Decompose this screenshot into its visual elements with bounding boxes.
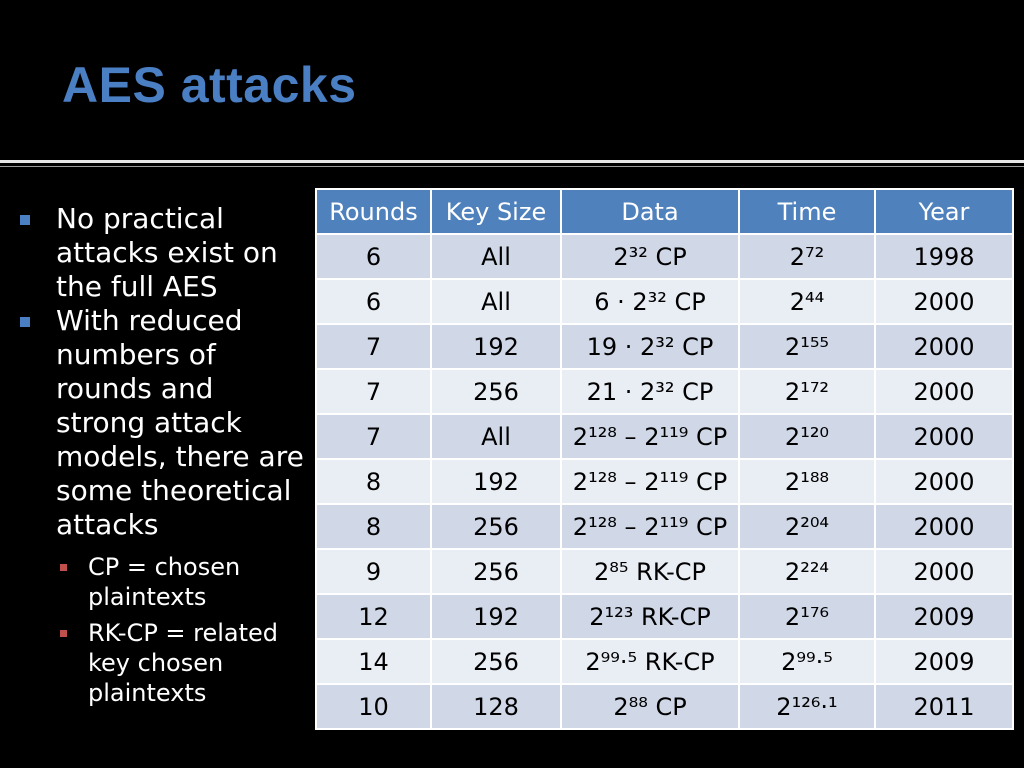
- square-sub-bullet-icon: [60, 630, 67, 637]
- table-row: [316, 414, 1013, 459]
- header-year: Year: [875, 189, 1013, 234]
- divider: [0, 160, 1024, 163]
- table-cell: 1998: [875, 234, 1013, 279]
- table-cell: 8: [316, 459, 431, 504]
- table-row: [316, 684, 1013, 729]
- table-cell: 2¹⁷²: [739, 369, 875, 414]
- table-cell: 2000: [875, 324, 1013, 369]
- table-cell: 2¹²⁸ – 2¹¹⁹ CP: [561, 504, 739, 549]
- header-key-size: Key Size: [431, 189, 561, 234]
- table-cell: 2¹⁷⁶: [739, 594, 875, 639]
- title-bar: [0, 0, 1024, 158]
- header-data: Data: [561, 189, 739, 234]
- table-cell: 2¹²⁸ – 2¹¹⁹ CP: [561, 459, 739, 504]
- table-cell: 2⁹⁹·⁵ RK-CP: [561, 639, 739, 684]
- table-cell: 256: [431, 549, 561, 594]
- table-cell: 2⁷²: [739, 234, 875, 279]
- table-cell: 192: [431, 459, 561, 504]
- table-row: [316, 459, 1013, 504]
- table-cell: 6: [316, 279, 431, 324]
- table-row: [316, 279, 1013, 324]
- table-cell: 2¹⁸⁸: [739, 459, 875, 504]
- table-row: [316, 504, 1013, 549]
- sub-bullet-text: RK-CP = related key chosen plaintexts: [88, 619, 279, 707]
- table-cell: 9: [316, 549, 431, 594]
- square-bullet-icon: [20, 215, 30, 225]
- sub-bullet-text: CP = chosen plaintexts: [88, 553, 241, 611]
- table-cell: 2⁸⁵ RK-CP: [561, 549, 739, 594]
- bullet-text: With reduced numbers of rounds and strong attack models, there are some theoretical attacks: [56, 304, 304, 541]
- table-cell: 2009: [875, 594, 1013, 639]
- table-cell: 2000: [875, 279, 1013, 324]
- table-row: [316, 324, 1013, 369]
- table-cell: 7: [316, 369, 431, 414]
- table-cell: 2009: [875, 639, 1013, 684]
- table-cell: 7: [316, 324, 431, 369]
- table-row: [316, 594, 1013, 639]
- attacks-table: [315, 188, 1014, 730]
- table-cell: All: [431, 414, 561, 459]
- table-cell: 2000: [875, 459, 1013, 504]
- table-cell: 6: [316, 234, 431, 279]
- table-cell: 7: [316, 414, 431, 459]
- table-cell: 256: [431, 504, 561, 549]
- header-time: Time: [739, 189, 875, 234]
- table-cell: 2⁸⁸ CP: [561, 684, 739, 729]
- table-cell: 2000: [875, 504, 1013, 549]
- sub-bullet-item: [18, 618, 308, 708]
- table-row: [316, 369, 1013, 414]
- bullet-text: No practical attacks exist on the full AES: [56, 202, 278, 303]
- square-bullet-icon: [20, 317, 30, 327]
- table-cell: 2¹²⁸ – 2¹¹⁹ CP: [561, 414, 739, 459]
- bullet-item: [18, 304, 308, 542]
- table-body: [316, 234, 1013, 729]
- table-cell: 192: [431, 324, 561, 369]
- slide-title: AES attacks: [62, 57, 357, 113]
- table-cell: 192: [431, 594, 561, 639]
- table-cell: All: [431, 279, 561, 324]
- table-cell: 2⁴⁴: [739, 279, 875, 324]
- bullet-item: [18, 202, 308, 304]
- bullet-list: [18, 202, 308, 708]
- table-cell: 2000: [875, 549, 1013, 594]
- table-cell: 256: [431, 369, 561, 414]
- table-cell: 12: [316, 594, 431, 639]
- table-cell: 2000: [875, 414, 1013, 459]
- table-cell: 6 · 2³² CP: [561, 279, 739, 324]
- table-cell: 2000: [875, 369, 1013, 414]
- table-cell: 256: [431, 639, 561, 684]
- table-cell: 21 · 2³² CP: [561, 369, 739, 414]
- table-cell: 2³² CP: [561, 234, 739, 279]
- table-cell: 2¹²⁰: [739, 414, 875, 459]
- sub-bullet-item: [18, 552, 308, 612]
- table-cell: 8: [316, 504, 431, 549]
- table-cell: 2⁹⁹·⁵: [739, 639, 875, 684]
- table-cell: 2¹²³ RK-CP: [561, 594, 739, 639]
- table-cell: 2011: [875, 684, 1013, 729]
- table-cell: 19 · 2³² CP: [561, 324, 739, 369]
- table-cell: 128: [431, 684, 561, 729]
- header-rounds: Rounds: [316, 189, 431, 234]
- table-cell: 2²²⁴: [739, 549, 875, 594]
- table-cell: 2²⁰⁴: [739, 504, 875, 549]
- table-cell: All: [431, 234, 561, 279]
- table-row: [316, 234, 1013, 279]
- divider-thin: [0, 166, 1024, 167]
- table-cell: 2¹²⁶·¹: [739, 684, 875, 729]
- table-header-row: [316, 189, 1013, 234]
- table-row: [316, 549, 1013, 594]
- table-row: [316, 639, 1013, 684]
- table-cell: 14: [316, 639, 431, 684]
- square-sub-bullet-icon: [60, 564, 67, 571]
- table-cell: 2¹⁵⁵: [739, 324, 875, 369]
- table-cell: 10: [316, 684, 431, 729]
